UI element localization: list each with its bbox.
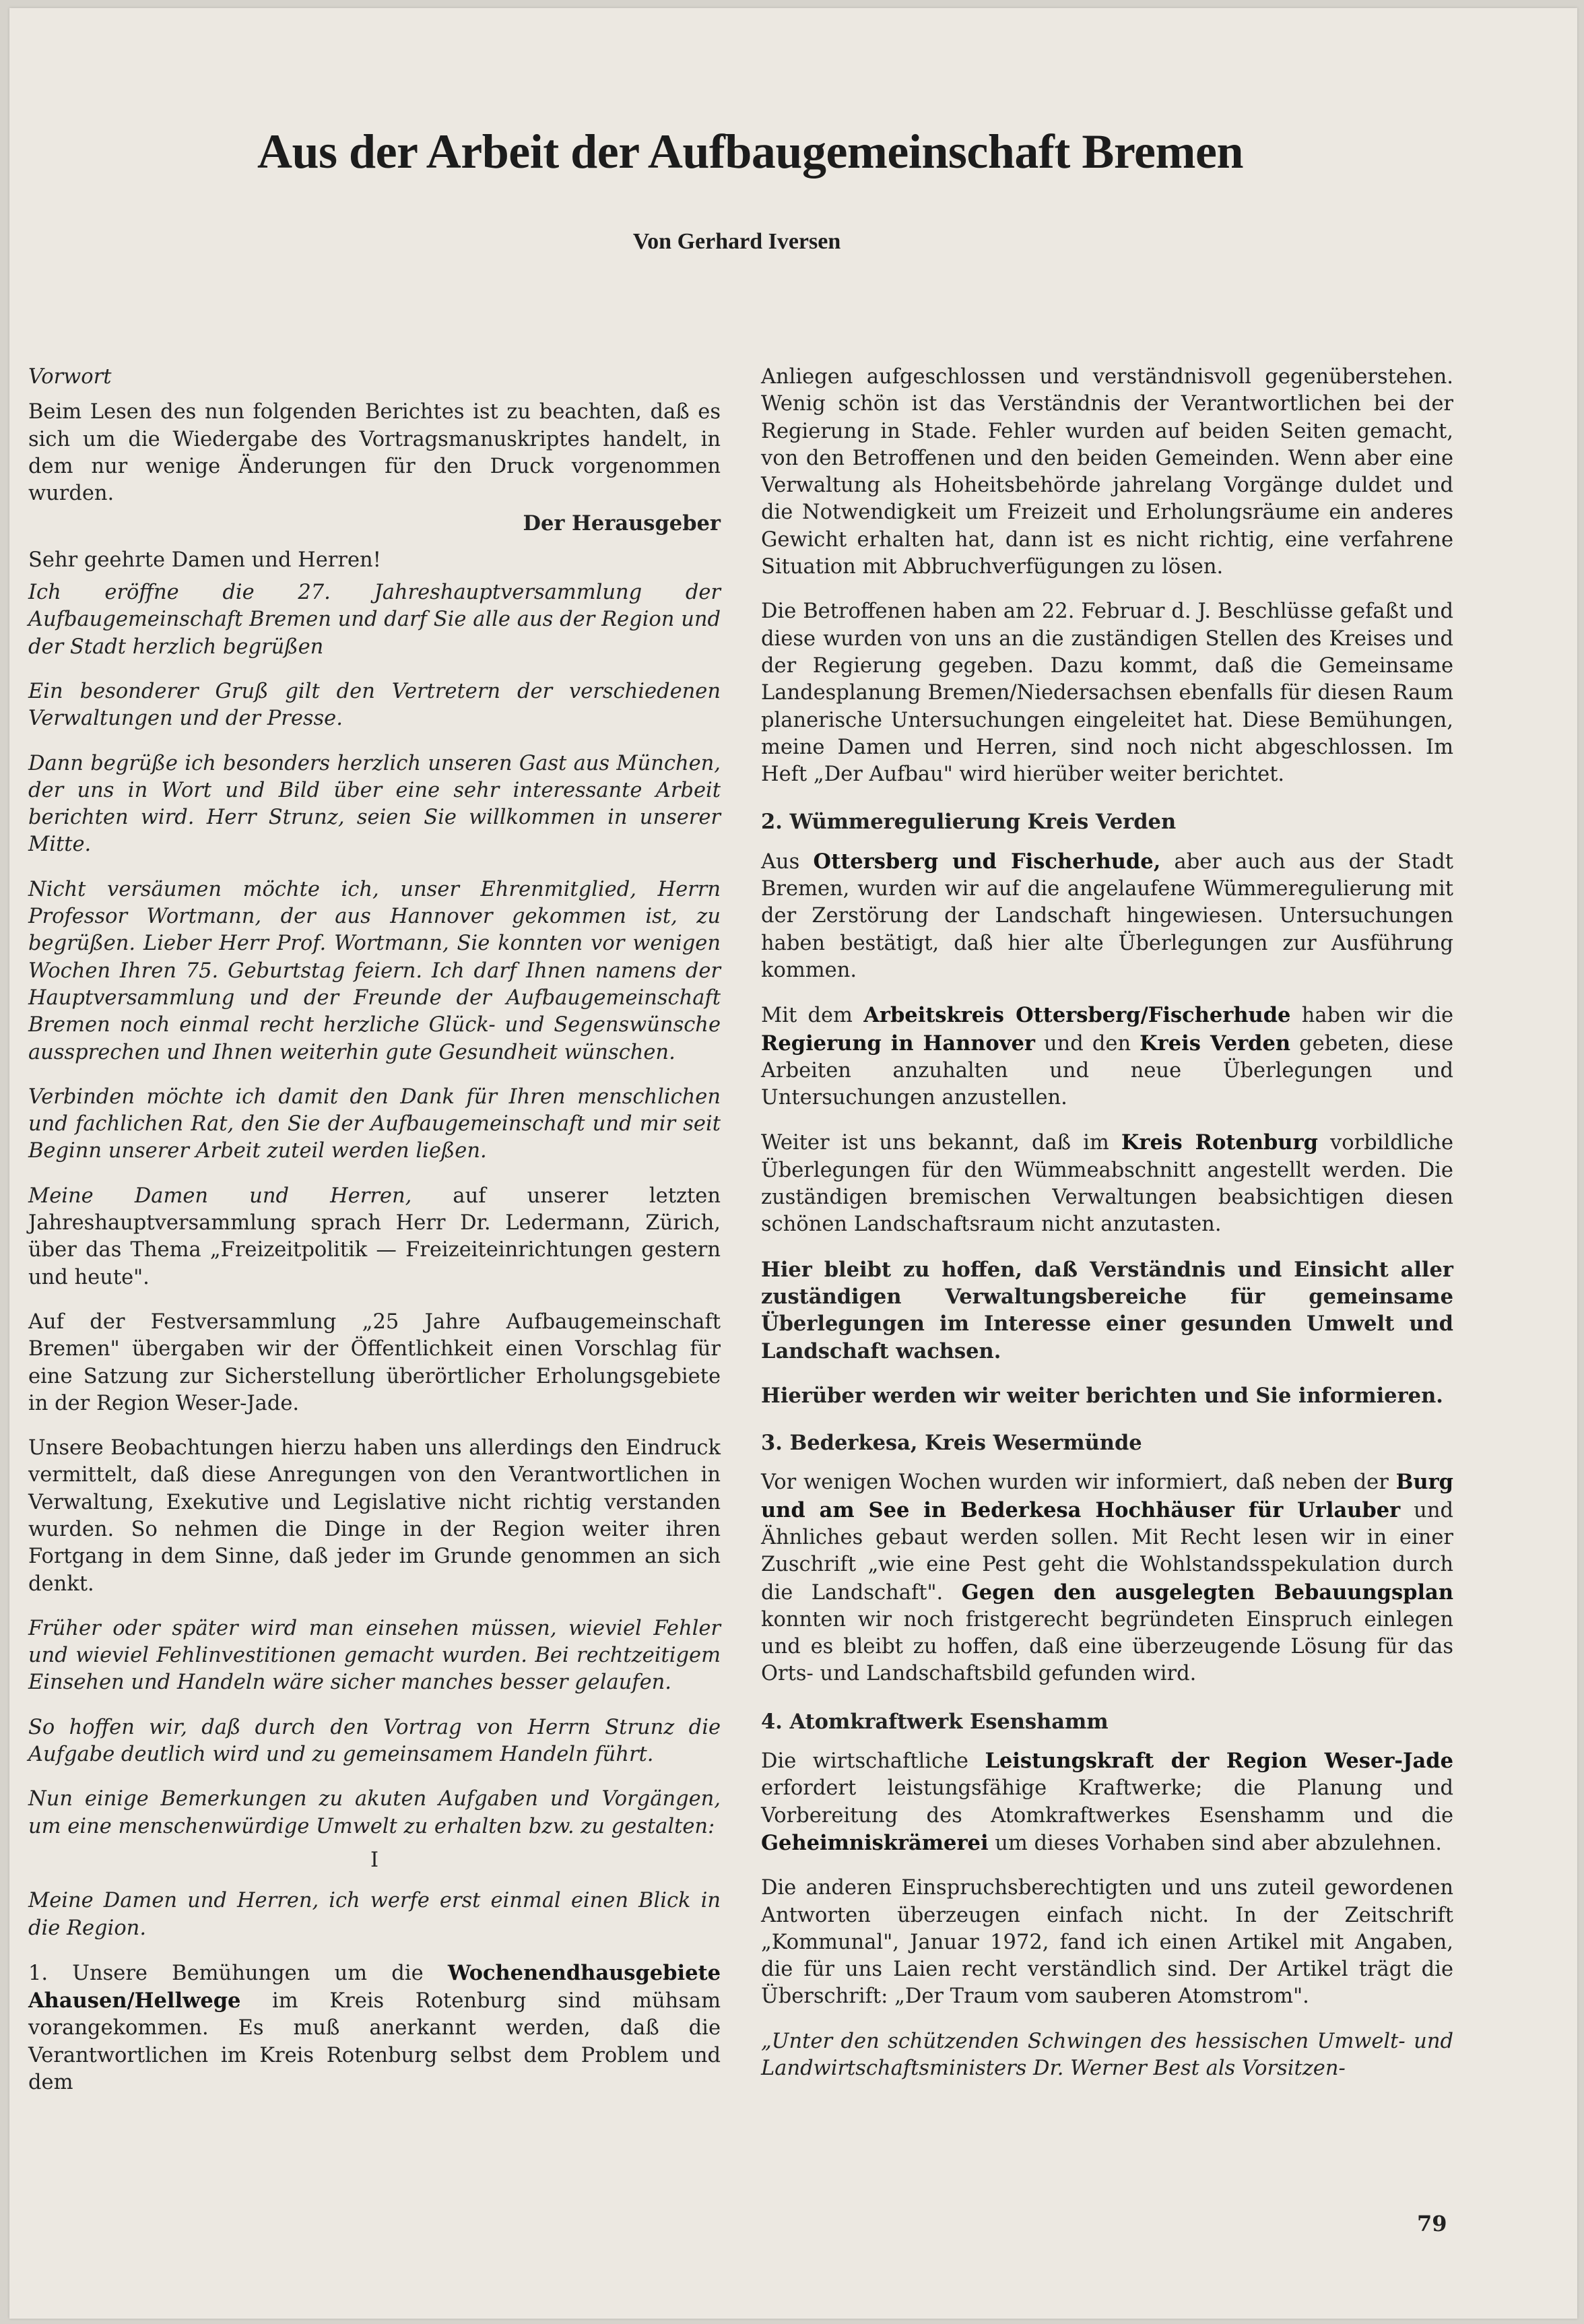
- emphasis: Burg und am See in Bederkesa Hochhäuser für Urlauber: [761, 1470, 1453, 1522]
- section-heading-4: 4. Atomkraftwerk Esenshamm: [761, 1709, 1109, 1734]
- paragraph: Unsere Beobachtungen hierzu haben uns allerdings den Eindruck vermittelt, daß diese Anregungen von den Verantwortlichen in Verwaltung, Exekutive und Legislative nicht richtig verstanden wurden. So nehmen die Dinge in der Region weiter ihren Fortgang in dem Sinne, daß jeder im Grunde genommen an sich denkt.: [28, 1436, 721, 1596]
- paragraph: Ich eröffne die 27. Jahreshauptversammlung der Aufbaugemeinschaft Bremen und darf Sie alle aus der Region und der Stadt herzlich begrüßen: [28, 581, 721, 659]
- paragraph-text: vorbildliche Überlegungen für den Wümmeabschnitt angestellt werden. Die zuständigen bremischen Verwaltungen beabsichtigen diesen schönen Landschaftsraum nicht anzutasten.: [761, 1131, 1454, 1237]
- emphasis: Regierung in Hannover: [761, 1031, 1035, 1056]
- vorwort-heading: Vorwort: [28, 365, 112, 389]
- emphasis: Geheimniskrämerei: [761, 1830, 989, 1855]
- emphasis: Leistungskraft der Region Weser-Jade: [985, 1749, 1453, 1774]
- paragraph: [761, 848, 1453, 984]
- paragraph-text: um dieses Vorhaben sind aber abzulehnen.: [988, 1831, 1442, 1855]
- paragraph: Nun einige Bemerkungen zu akuten Aufgaben und Vorgängen, um eine menschenwürdige Umwelt zu erhalten bzw. zu gestalten:: [28, 1787, 721, 1838]
- paragraph: „Unter den schützenden Schwingen des hessischen Umwelt- und Landwirtschaftsministers Dr. Werner Best als Vorsitzen-: [761, 2029, 1453, 2081]
- emphasis: Wochenendhausgebiete Ahausen/Hellwege: [28, 1960, 721, 2013]
- paragraph: [761, 1747, 1453, 1857]
- paragraph: Früher oder später wird man einsehen müssen, wieviel Fehler und wieviel Fehlinvestitionen gemacht wurden. Bei rechtzeitigem Einsehen und Handeln wäre sicher manches besser gelaufen.: [28, 1616, 721, 1695]
- paragraph-text: Vor wenigen Wochen wurden wir informiert, daß neben der: [761, 1471, 1396, 1495]
- paragraph-text: gebeten, diese Arbeiten anzuhalten und neue Überlegungen und Untersuchungen anzustellen.: [761, 1031, 1453, 1110]
- paragraph: Verbinden möchte ich damit den Dank für Ihren menschlichen und fachlichen Rat, den Sie der Aufbaugemeinschaft und mir seit Beginn unserer Arbeit zuteil werden ließen.: [28, 1085, 721, 1163]
- emphasis: Kreis Verden: [1140, 1031, 1291, 1056]
- paragraph: Auf der Festversammlung „25 Jahre Aufbaugemeinschaft Bremen" übergaben wir der Öffentlichkeit einen Vorschlag für eine Satzung zur Sicherstellung überörtlicher Erholungsgebiete in der Region Weser-Jade.: [28, 1310, 721, 1415]
- article-title: Aus der Arbeit der Aufbaugemeinschaft Bremen: [257, 125, 1243, 179]
- herausgeber-signature: Der Herausgeber: [523, 511, 721, 536]
- greeting: Sehr geehrte Damen und Herren!: [28, 548, 381, 572]
- paragraph-text: erfordert leistungsfähige Kraftwerke; die Planung und Vorbereitung des Atomkraftwerkes Esenshamm und die: [761, 1776, 1453, 1828]
- author-byline: Von Gerhard Iversen: [632, 229, 841, 254]
- paragraph: [761, 1468, 1453, 1687]
- paragraph: [28, 1960, 721, 2096]
- page-number: 79: [1417, 2211, 1447, 2236]
- emphasis: Ottersberg und Fischerhude,: [813, 849, 1161, 874]
- paragraph: Dann begrüße ich besonders herzlich unseren Gast aus München, der uns in Wort und Bild über eine sehr interessante Arbeit berichten wird. Herr Strunz, seien Sie willkommen in unserer Mitte.: [28, 751, 721, 857]
- right-column: [761, 364, 1453, 2100]
- paragraph-text: haben wir die: [1290, 1004, 1453, 1028]
- paragraph-bold: Hier bleibt zu hoffen, daß Verständnis und Einsicht aller zuständigen Verwaltungsbereiche für gemeinsame Überlegungen im Interesse einer gesunden Umwelt und Landschaft wachsen.: [761, 1257, 1453, 1363]
- paragraph: [761, 1129, 1453, 1238]
- paragraph-text: Mit dem: [761, 1004, 864, 1028]
- section-heading-3: 3. Bederkesa, Kreis Wesermünde: [761, 1431, 1142, 1456]
- paragraph-text: und den: [1034, 1031, 1140, 1056]
- paragraph-text: Weiter ist uns bekannt, daß im: [761, 1131, 1121, 1155]
- paragraph-text: und Ähnliches gebaut werden sollen. Mit Recht lesen wir in einer Zuschrift „wie eine Pest geht die Wohlstandsspekulation durch die Landschaft".: [761, 1498, 1453, 1605]
- paragraph: Meine Damen und Herren, ich werfe erst einmal einen Blick in die Region.: [28, 1889, 721, 1940]
- paragraph-bold: Hierüber werden wir weiter berichten und Sie informieren.: [761, 1383, 1443, 1408]
- emphasis: Gegen den ausgelegten Bebauungsplan: [961, 1580, 1453, 1605]
- paragraph-text: auf unserer letzten Jahreshauptversammlung sprach Herr Dr. Ledermann, Zürich, über das Thema „Freizeitpolitik — Freizeiteinrichtungen gestern und heute".: [28, 1184, 721, 1289]
- paragraph-text: 1. Unsere Bemühungen um die: [28, 1961, 448, 1985]
- paragraph-text: Aus: [761, 849, 814, 874]
- paragraph: Nicht versäumen möchte ich, unser Ehrenmitglied, Herrn Professor Wortmann, der aus Hannover gekommen ist, zu begrüßen. Lieber Herr Prof. Wortmann, Sie konnten vor wenigen Wochen Ihren 75. Geburtstag feiern. Ich darf Ihnen namens der Hauptversammlung und der Freunde der Aufbaugemeinschaft Bremen noch einmal recht herzliche Glück- und Segenswünsche aussprechen und Ihnen weiterhin gute Gesundheit wünschen.: [28, 877, 721, 1064]
- vorwort-text: Beim Lesen des nun folgenden Berichtes ist zu beachten, daß es sich um die Wiedergabe des Vortragsmanuskriptes handelt, in dem nur wenige Änderungen für den Druck vorgenommen wurden.: [28, 400, 721, 506]
- emphasis: Kreis Rotenburg: [1121, 1130, 1318, 1155]
- paragraph: [28, 1183, 721, 1291]
- document-page: [9, 8, 1577, 2319]
- paragraph: So hoffen wir, daß durch den Vortrag von Herrn Strunz die Aufgabe deutlich wird und zu gemeinsamem Handeln führt.: [28, 1715, 721, 1767]
- paragraph: Die anderen Einspruchsberechtigten und uns zuteil gewordenen Antworten überzeugen einfach nicht. In der Zeitschrift „Kommunal", Januar 1972, fand ich einen Artikel mit Angaben, die für uns Laien recht verständlich sind. Der Artikel trägt die Überschrift: „Der Traum vom sauberen Atomstrom".: [761, 1876, 1453, 2009]
- paragraph: Die Betroffenen haben am 22. Februar d. J. Beschlüsse gefaßt und diese wurden von uns an die zuständigen Stellen des Kreises und der Regierung gegeben. Dazu kommt, daß die Gemeinsame Landesplanung Bremen/Niedersachsen ebenfalls für diesen Raum planerische Untersuchungen eingeleitet hat. Diese Bemühungen, meine Damen und Herren, sind noch nicht abgeschlossen. Im Heft „Der Aufbau" wird hierüber weiter berichtet.: [761, 600, 1453, 787]
- section-heading-2: 2. Wümmeregulierung Kreis Verden: [761, 810, 1177, 835]
- paragraph: Ein besonderer Gruß gilt den Vertretern der verschiedenen Verwaltungen und der Presse.: [28, 679, 721, 731]
- paragraph-text: Die wirtschaftliche: [761, 1749, 985, 1774]
- section-numeral: I: [370, 1848, 379, 1872]
- paragraph-text: konnten wir noch fristgerecht begründeten Einspruch einlegen und es bleibt zu hoffen, daß eine überzeugende Lösung für das Orts- und Landschaftsbild gefunden wird.: [761, 1607, 1453, 1686]
- left-column: [28, 364, 721, 2114]
- paragraph-text: im Kreis Rotenburg sind mühsam vorangekommen. Es muß anerkannt werden, daß die Verantwortlichen im Kreis Rotenburg selbst dem Problem und dem: [28, 1989, 721, 2095]
- paragraph-lead: Meine Damen und Herren,: [28, 1184, 412, 1208]
- paragraph-text: aber auch aus der Stadt Bremen, wurden wir auf die angelaufene Wümmeregulierung mit der Zerstörung der Landschaft hingewiesen. Untersuchungen haben bestätigt, daß hier alte Überlegungen zur Ausführung kommen.: [761, 849, 1453, 982]
- emphasis: Arbeitskreis Ottersberg/Fischerhude: [863, 1003, 1291, 1028]
- paragraph: [761, 1002, 1453, 1111]
- paragraph: Anliegen aufgeschlossen und verständnisvoll gegenüberstehen. Wenig schön ist das Verständnis der Verantwortlichen bei der Regierung in Stade. Fehler wurden auf beiden Seiten gemacht, von den Betroffenen und den beiden Gemeinden. Wenn aber eine Verwaltung als Hoheitsbehörde jahrelang Vorgänge duldet und die Notwendigkeit um Freizeit und Erholungsräume ein anderes Gewicht erhalten hat, dann ist es nicht richtig, eine verfahrene Situation mit Abbruchverfügungen zu lösen.: [761, 365, 1453, 579]
